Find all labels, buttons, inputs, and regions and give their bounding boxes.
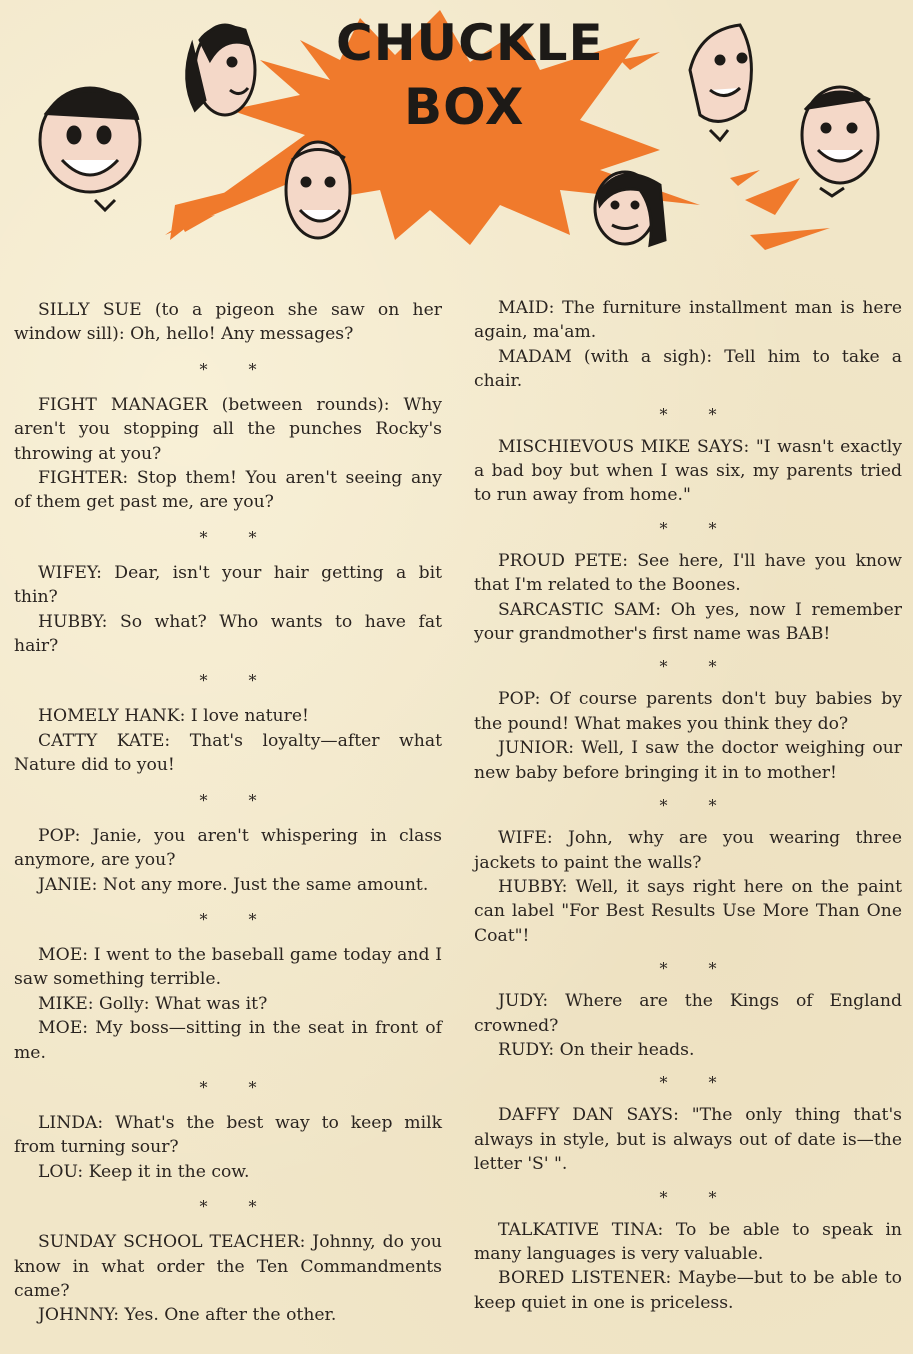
joke-line: LOU: Keep it in the cow. [38,1161,250,1182]
joke [14,1111,442,1184]
joke-line: SILLY SUE (to a pigeon she saw on her window sill): Oh, hello! Any messages? [14,300,442,345]
joke [14,561,442,659]
joke-separator: * * [659,657,735,677]
joke [14,824,442,897]
joke-separator: * * [199,527,275,547]
joke [14,1230,442,1328]
joke-line: MAID: The furniture installment man is here again, ma'am. [474,298,902,343]
joke-line: MIKE: Golly: What was it? [38,993,268,1014]
joke-line: JOHNNY: Yes. One after the other. [38,1305,337,1326]
joke-line: HOMELY HANK: I love nature! [38,706,309,727]
joke-separator: * * [659,518,735,538]
joke-line: MADAM (with a sigh): Tell him to take a chair. [474,346,902,392]
joke-line: FIGHTER: Stop them! You aren't seeing any of them get past me, are you? [14,468,442,513]
joke [474,435,902,508]
joke [474,549,902,647]
joke-separator: * * [659,959,735,979]
joke-line: POP: Of course parents don't buy babies by the pound! What makes you think they do? [474,689,902,734]
joke-line: POP: Janie, you aren't whispering in class anymore, are you? [14,825,442,871]
title-box: BOX [404,78,525,136]
right-column [474,290,902,1315]
cartoon-face-woman-icon [187,25,255,115]
cartoon-face-man-icon [690,25,751,140]
joke-line: HUBBY: Well, it says right here on the paint can label "For Best Results Use More Than One Coat"! [474,876,902,946]
joke-line: FIGHT MANAGER (between rounds): Why aren't you stopping all the punches Rocky's throwing at you? [14,394,442,464]
joke-line: WIFEY: Dear, isn't your hair getting a bit thin? [14,562,442,608]
joke-line: SUNDAY SCHOOL TEACHER: Johnny, do you know in what order the Ten Commandments came? [14,1232,442,1301]
cartoon-face-woman-icon [595,172,665,245]
joke-line: RUDY: On their heads. [498,1039,695,1060]
chuckle-box-header [0,0,913,290]
joke [474,687,902,785]
joke-separator: * * [199,1077,275,1097]
joke-line: LINDA: What's the best way to keep milk from turning sour? [14,1112,442,1158]
cartoon-face-man-icon [802,87,878,196]
joke-separator: * * [659,1073,735,1093]
joke [14,393,442,515]
cartoon-face-man-icon [40,88,140,210]
joke-line: BORED LISTENER: Maybe—but to be able to keep quiet in one is priceless. [474,1268,902,1313]
joke-line: JUDY: Where are the Kings of England crowned? [474,991,902,1036]
joke-separator: * * [659,404,735,424]
joke-line: PROUD PETE: See here, I'll have you know that I'm related to the Boones. [474,550,902,596]
joke-separator: * * [659,1187,735,1207]
joke-line: SARCASTIC SAM: Oh yes, now I remember your grandmother's first name was BAB! [474,599,902,645]
title-chuckle: CHUCKLE [336,14,604,72]
left-column [14,290,442,1328]
joke-line: HUBBY: So what? Who wants to have fat hair? [14,611,442,657]
joke [14,704,442,777]
joke-separator: * * [199,671,275,691]
joke-separator: * * [199,790,275,810]
joke [474,826,902,948]
joke-separator: * * [199,1197,275,1217]
joke [474,1218,902,1316]
joke-separator: * * [199,359,275,379]
joke [474,290,902,394]
joke-separator: * * [199,909,275,929]
joke-line: MOE: I went to the baseball game today and I saw something terrible. [14,944,442,990]
joke [474,989,902,1062]
joke-line: MOE: My boss—sitting in the seat in front of me. [14,1018,442,1063]
joke-separator: * * [659,796,735,816]
joke [14,943,442,1065]
cartoon-face-man-icon [286,142,350,238]
joke [14,290,442,347]
joke-line: JUNIOR: Well, I saw the doctor weighing our new baby before bringing it in to mother! [474,738,902,783]
joke-line: JANIE: Not any more. Just the same amount. [38,874,429,895]
joke-line: CATTY KATE: That's loyalty—after what Nature did to you! [14,730,442,776]
joke-line: TALKATIVE TINA: To be able to speak in many languages is very valuable. [474,1219,902,1264]
joke-line: MISCHIEVOUS MIKE SAYS: "I wasn't exactly a bad boy but when I was six, my parents tried to run away from home." [474,436,902,506]
joke-line: WIFE: John, why are you wearing three jackets to paint the walls? [474,828,902,873]
joke [474,1103,902,1176]
joke-line: DAFFY DAN SAYS: "The only thing that's always in style, but is always out of date is—the letter 'S' ". [474,1105,902,1175]
